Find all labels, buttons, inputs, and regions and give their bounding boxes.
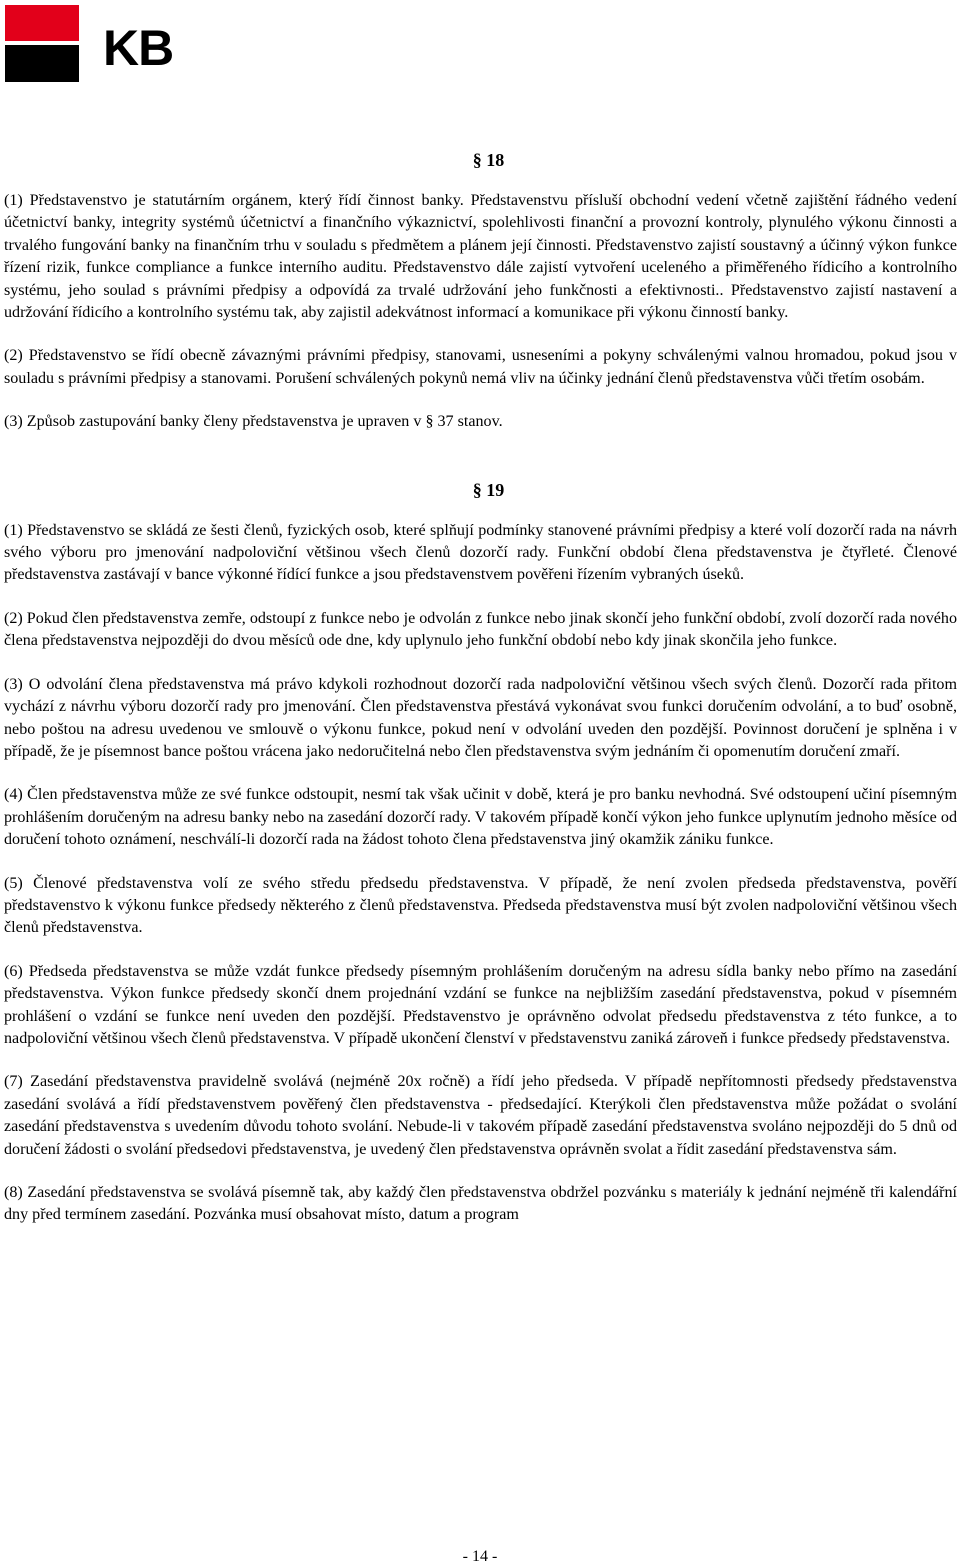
paragraph-19-2: (2) Pokud člen představenstva zemře, odstoupí z funkce nebo je odvolán z funkce nebo jinak skončí jeho funkční období, zvolí dozorčí rada nového člena představenstva nejpozději do dvou měsíců ode dne, kdy uplynulo jeho funkční období nebo kdy jinak skončila jeho funkce. <box>4 609 957 650</box>
paragraph-18-3: (3) Způsob zastupování banky členy představenstva je upraven v § 37 stanov. <box>4 413 503 431</box>
paragraph-18-1: (1) Představenstvo je statutárním orgánem, který řídí činnost banky. Představenstvu přísluší obchodní vedení včetně zajištění řádného vedení účetnictví banky, integrity systémů účetnictví a finančního výkaznictví, spolehlivosti finanční a provozní kontroly, plynulého výkonu činnosti a trvalého fungování banky na finančním trhu v souladu s předmětem a plánem její činnosti. Představenstvo zajistí soustavný a účinný výkon funkce řízení rizik, funkce compliance a funkce interního auditu. Představenstvo dále zajistí vytvoření uceleného a přiměřeného řídicího a kontrolního systému, jeho soulad s právními předpisy a odpovídá za trvalé udržování jeho funkčnosti a efektivnosti.. Představenstvo zajistí nastavení a udržování řídicího a kontrolního systému tak, aby zajistil adekvátnost informací a komunikace při výkonu činností banky. <box>4 192 957 322</box>
section-heading-18: § 18 <box>472 150 505 170</box>
paragraph-18-2: (2) Představenstvo se řídí obecně závaznými právními předpisy, stanovami, usneseními a pokyny schválenými valnou hromadou, pokud jsou v souladu s právními předpisy a stanovami. Porušení schválených pokynů nemá vliv na účinky jednání členů představenstva vůči třetím osobám. <box>4 347 957 387</box>
paragraph-19-1: (1) Představenstvo se skládá ze šesti členů, fyzických osob, které splňují podmínky stanovené právními předpisy a které volí dozorčí rada na návrh svého výboru pro jmenování nadpoloviční většinou všech členů dozorčí rady. Funkční období člena představenstva je čtyřleté. Členové představenstva zastávají v bance výkonné řídící funkce a jsou představenstvem pověřeni řízením vybraných úseků. <box>4 521 957 584</box>
page-number: - 14 - <box>462 1548 498 1565</box>
logo-black-square <box>5 45 79 82</box>
paragraph-19-3: (3) O odvolání člena představenstva má právo kdykoli rozhodnout dozorčí rada nadpoloviční většinou všech svých členů. Dozorčí rada přitom vychází z návrhu výboru dozorčí rady pro jmenování. Člen představenstva přestává vykonávat svou funkci doručením odvolání, a to buď osobně, nebo poštou na adresu uvedenou ve smlouvě o výkonu funkce, pokud není v odvolání uveden den pozdější. Povinnost doručení je splněna i v případě, že je písemnost bance poštou vrácena jako nedoručitelná nebo člen představenstva svým jednáním či opomenutím doručení zmaří. <box>4 675 957 760</box>
paragraph-19-5: (5) Členové představenstva volí ze svého středu předsedu představenstva. V případě, že není zvolen předseda představenstva, pověří představenstvo k výkonu funkce předsedy některého z členů představenstva. Předseda představenstva musí být zvolen nadpoloviční většinou všech členů představenstva. <box>4 874 957 937</box>
document-body <box>4 140 957 1227</box>
paragraph-19-4: (4) Člen představenstva může ze své funkce odstoupit, nesmí tak však učinit v době, která je pro banku nevhodná. Své odstoupení učiní písemným prohlášením doručeným na adresu banky nebo na zasedání dozorčí rady. V takovém případě končí výkon jeho funkce uplynutím jednoho měsíce od doručení tohoto oznámení, neschválí-li dozorčí rada na žádost tohoto člena představenstva jiný okamžik zániku funkce. <box>4 786 957 849</box>
paragraph-19-7: (7) Zasedání představenstva pravidelně svolává (nejméně 20x ročně) a řídí jeho předseda. V případě nepřítomnosti předsedy představenstva zasedání svolává a řídí představenstvem pověřený člen představenstva - předsedající. Kterýkoli člen představenstva může požádat o svolání zasedání představenstva s uvedením důvodu tohoto svolání. Nebude-li v takovém případě zasedání představenstva svoláno nejpozději do 5 dnů od doručení žádosti o svolání předsedovi představenstva, je uvedený člen představenstva oprávněn svolat a řídit zasedání představenstva sám. <box>4 1073 957 1158</box>
logo-text: KB <box>103 20 174 76</box>
paragraph-19-8: (8) Zasedání představenstva se svolává písemně tak, aby každý člen představenstva obdržel pozvánku s materiály k jednání nejméně tři kalendářní dny před termínem zasedání. Pozvánka musí obsahovat místo, datum a program <box>4 1184 957 1224</box>
kb-logo <box>5 5 210 85</box>
section-heading-19: § 19 <box>472 479 505 500</box>
logo-red-square <box>5 5 79 41</box>
paragraph-19-6: (6) Předseda představenstva se může vzdát funkce předsedy písemným prohlášením doručeným na adresu sídla banky nebo přímo na zasedání představenstva. Výkon funkce předsedy skončí dnem projednání vzdání se funkce na nejbližším zasedání představenstva, pokud v písemném prohlášení o vzdání se funkce není uveden den pozdější. Představenstvo je oprávněno odvolat předsedu představenstva z této funkce, a to nadpoloviční většinou všech členů představenstva. V případě ukončení členství v představenstvu zaniká zároveň i funkce předsedy představenstva. <box>4 962 957 1047</box>
